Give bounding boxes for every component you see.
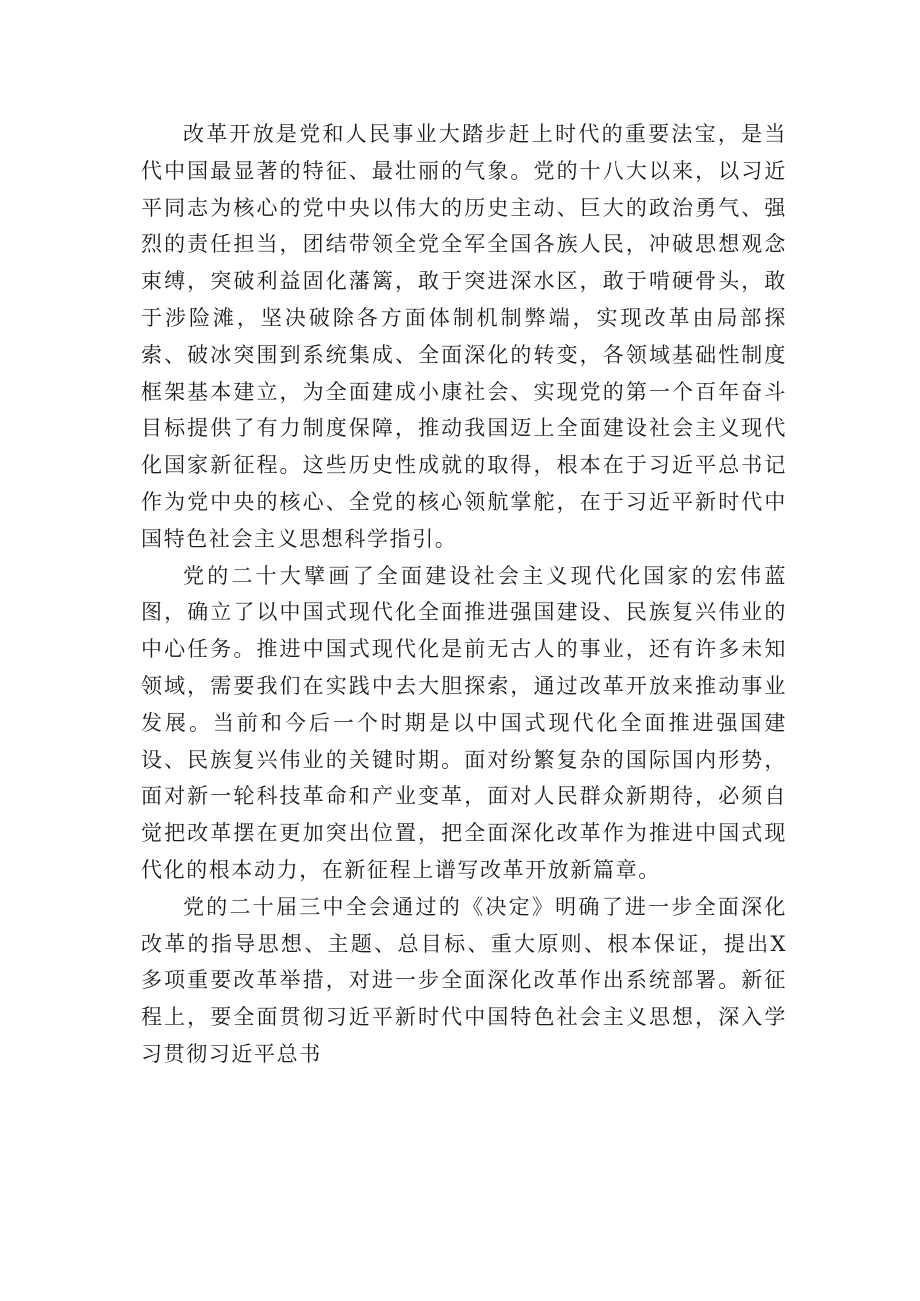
paragraph-2: 党的二十大擘画了全面建设社会主义现代化国家的宏伟蓝图，确立了以中国式现代化全面推进强国建设、民族复兴伟业的中心任务。推进中国式现代化是前无古人的事业，还有许多未知领域，需要我们在实践中去大胆探索，通过改革开放来推动事业发展。当前和今后一个时期是以中国式现代化全面推进强国建设、民族复兴伟业的关键时期。面对纷繁复杂的国际国内形势，面对新一轮科技革命和产业变革，面对人民群众新期待，必须自觉把改革摆在更加突出位置，把全面深化改革作为推进中国式现代化的根本动力，在新征程上谱写改革开放新篇章。 <box>141 563 787 882</box>
paragraph-1: 改革开放是党和人民事业大踏步赶上时代的重要法宝，是当代中国最显著的特征、最壮丽的气象。党的十八大以来，以习近平同志为核心的党中央以伟大的历史主动、巨大的政治勇气、强烈的责任担当，团结带领全党全军全国各族人民，冲破思想观念束缚，突破利益固化藩篱，敢于突进深水区，敢于啃硬骨头，敢于涉险滩，坚决破除各方面体制机制弊端，实现改革由局部探索、破冰突围到系统集成、全面深化的转变，各领域基础性制度框架基本建立，为全面建成小康社会、实现党的第一个百年奋斗目标提供了有力制度保障，推动我国迈上全面建设社会主义现代化国家新征程。这些历史性成就的取得，根本在于习近平总书记作为党中央的核心、全党的核心领航掌舵，在于习近平新时代中国特色社会主义思想科学指引。 <box>141 122 787 551</box>
paragraph-3: 党的二十届三中全会通过的《决定》明确了进一步全面深化改革的指导思想、主题、总目标、重大原则、根本保证，提出X多项重要改革举措，对进一步全面深化改革作出系统部署。新征程上，要全面贯彻习近平新时代中国特色社会主义思想，深入学习贯彻习近平总书 <box>141 894 787 1066</box>
document-body <box>141 116 787 1073</box>
